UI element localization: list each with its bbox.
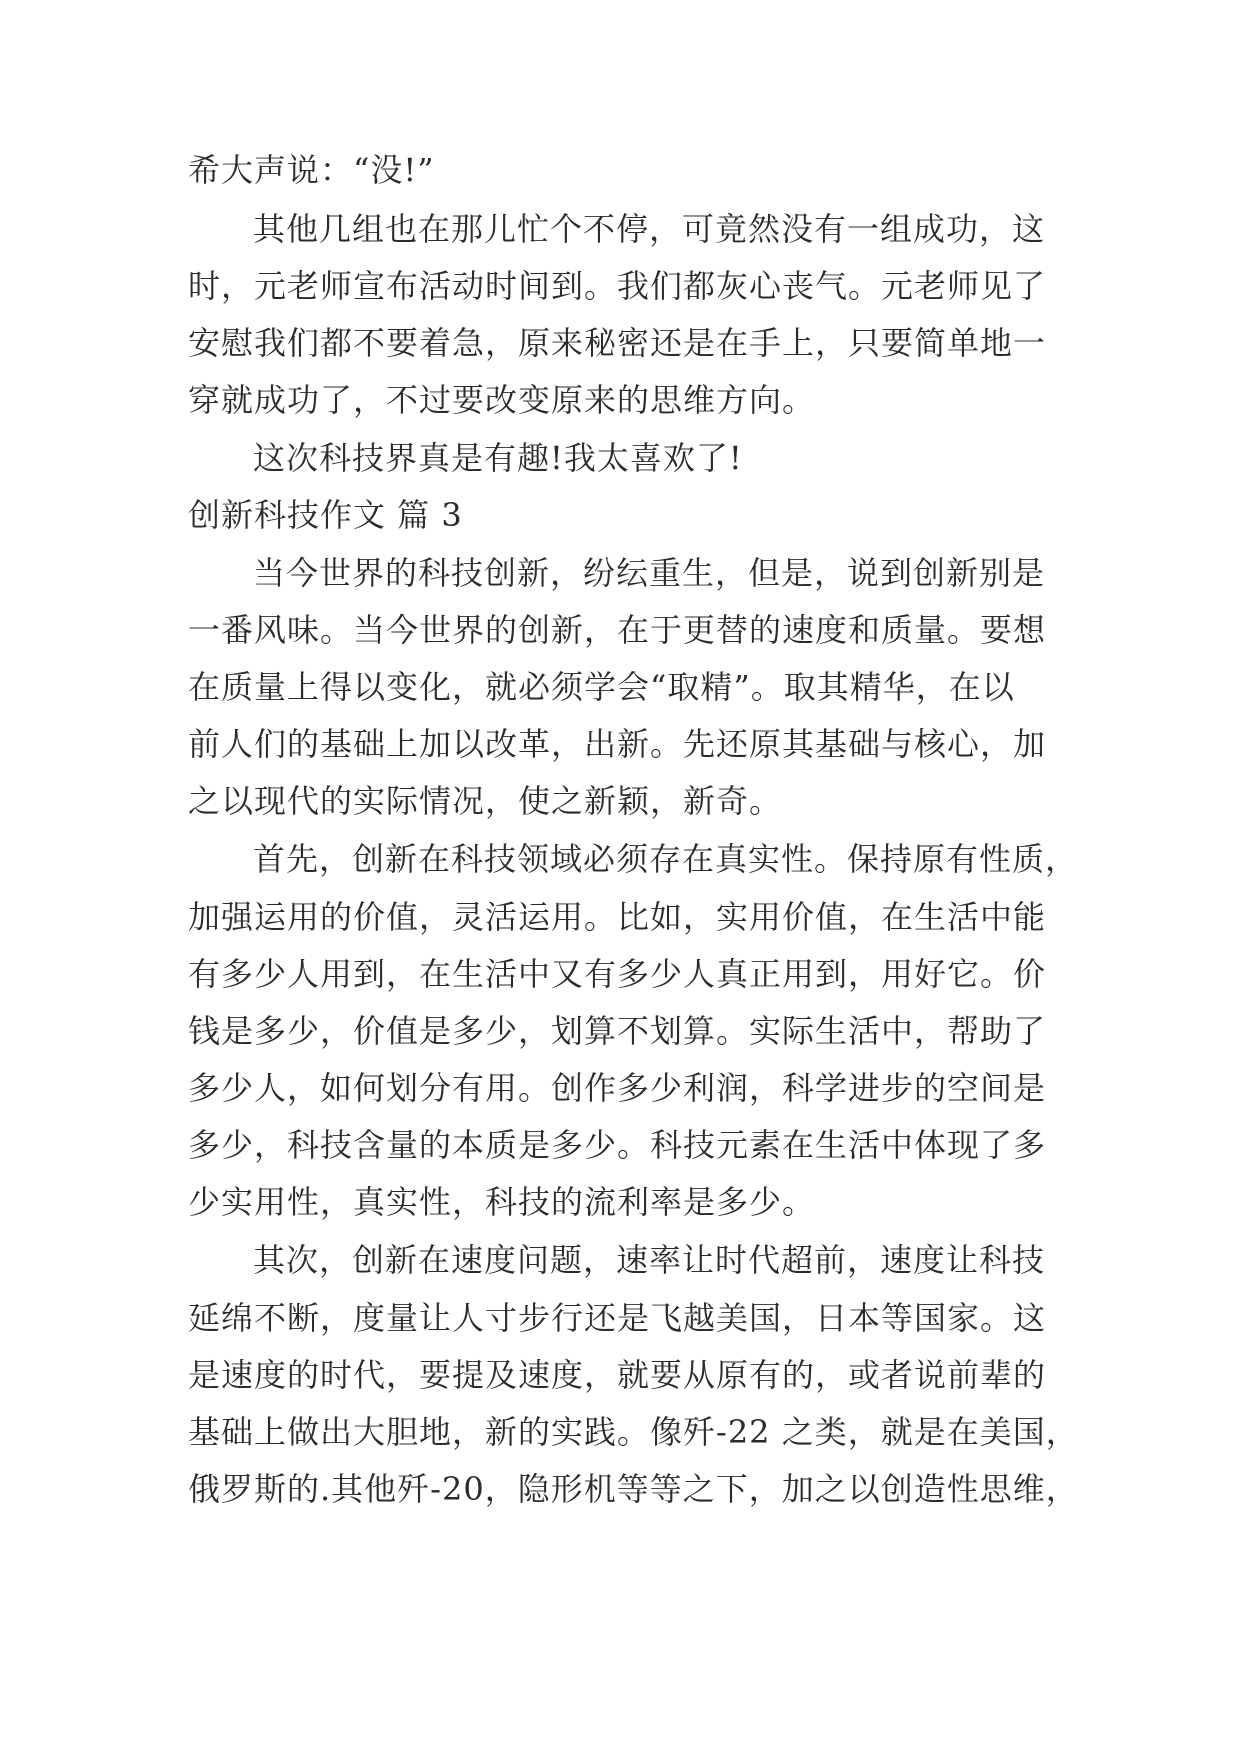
text-line-22: 是速度的时代，要提及速度，就要从原有的，或者说前辈的 <box>188 1356 1047 1394</box>
text-line-5: 穿就成功了，不过要改变原来的思维方向。 <box>188 381 816 419</box>
text-line-11: 前人们的基础上加以改革，出新。先还原其基础与核心，加 <box>188 725 1047 763</box>
text-line-23: 基础上做出大胆地，新的实践。像歼-22 之类，就是在美国， <box>188 1413 1079 1451</box>
text-line-2: 其他几组也在那儿忙个不停，可竟然没有一组成功，这 <box>253 210 1046 248</box>
text-line-24: 俄罗斯的.其他歼-20，隐形机等等之下，加之以创造性思维， <box>188 1470 1079 1508</box>
text-line-8: 当今世界的科技创新，纷纭重生，但是，说到创新别是 <box>253 554 1046 592</box>
text-line-1: 希大声说：“没!” <box>188 151 435 189</box>
text-line-13: 首先，创新在科技领域必须存在真实性。保持原有性质， <box>253 840 1079 878</box>
text-line-21: 延绵不断，度量让人寸步行还是飞越美国，日本等国家。这 <box>188 1299 1047 1337</box>
text-line-15: 有多少人用到，在生活中又有多少人真正用到，用好它。价 <box>188 955 1047 993</box>
section-heading: 创新科技作文 篇 3 <box>188 496 463 534</box>
text-line-17: 多少人，如何划分有用。创作多少利润，科学进步的空间是 <box>188 1069 1047 1107</box>
text-line-16: 钱是多少，价值是多少，划算不划算。实际生活中，帮助了 <box>188 1012 1047 1050</box>
text-line-18: 多少，科技含量的本质是多少。科技元素在生活中体现了多 <box>188 1126 1047 1164</box>
text-line-3: 时，元老师宣布活动时间到。我们都灰心丧气。元老师见了 <box>188 267 1047 305</box>
text-line-19: 少实用性，真实性，科技的流利率是多少。 <box>188 1183 816 1221</box>
text-line-6: 这次科技界真是有趣!我太喜欢了! <box>253 439 743 477</box>
text-line-10: 在质量上得以变化，就必须学会“取精”。取其精华，在以 <box>188 668 1015 706</box>
text-line-20: 其次，创新在速度问题，速率让时代超前，速度让科技 <box>253 1241 1046 1279</box>
text-line-9: 一番风味。当今世界的创新，在于更替的速度和质量。要想 <box>188 611 1047 649</box>
text-line-12: 之以现代的实际情况，使之新颖，新奇。 <box>188 782 783 820</box>
text-line-14: 加强运用的价值，灵活运用。比如，实用价值，在生活中能 <box>188 898 1047 936</box>
text-line-4: 安慰我们都不要着急，原来秘密还是在手上，只要简单地一 <box>188 324 1047 362</box>
